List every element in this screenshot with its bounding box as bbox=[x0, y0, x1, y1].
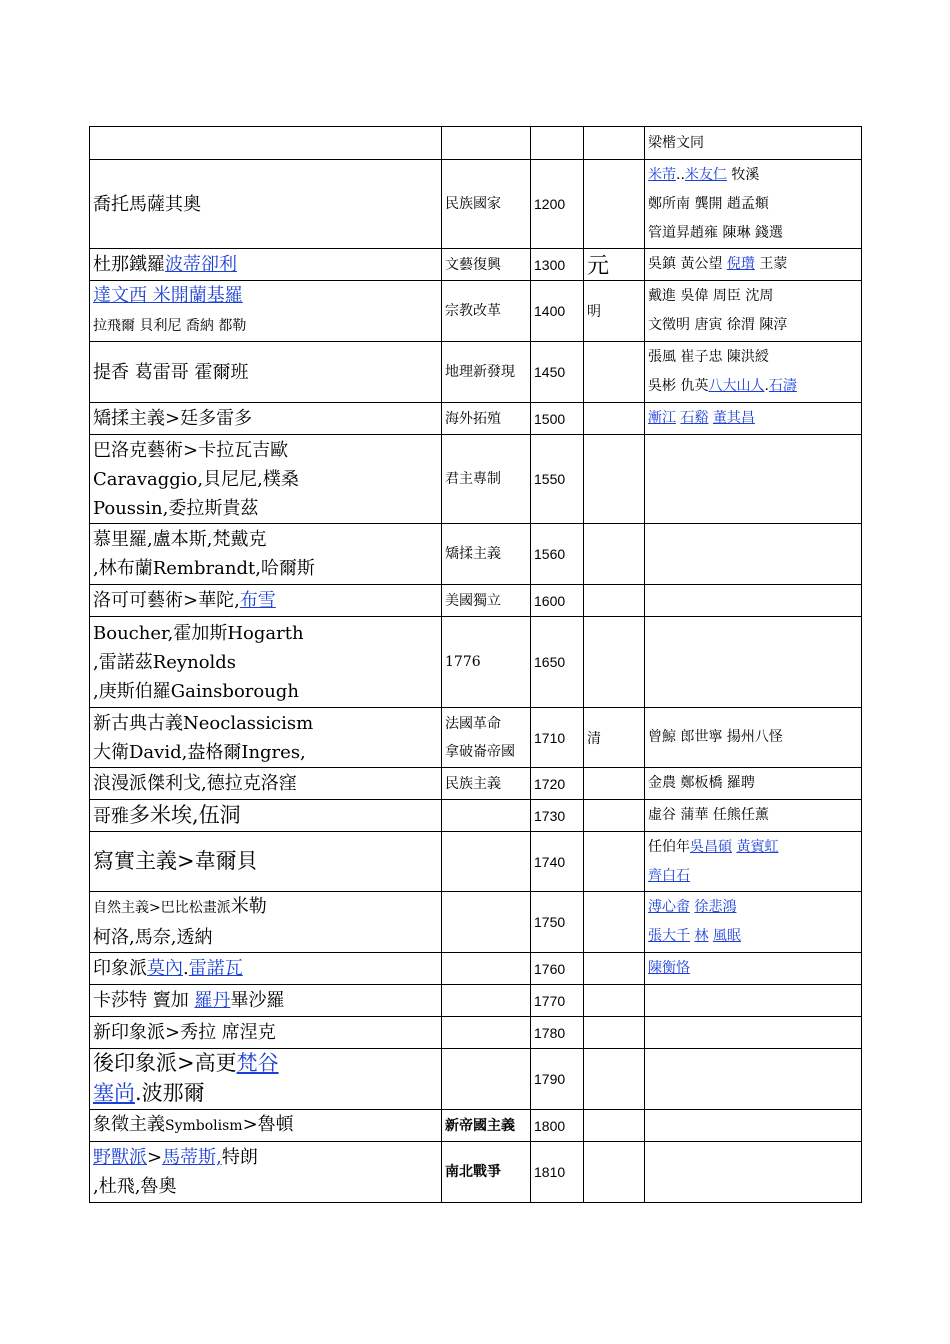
dynasty-cell bbox=[584, 985, 645, 1017]
dynasty-cell bbox=[584, 342, 645, 403]
historical-event-cell bbox=[442, 1110, 531, 1142]
chinese-painters-cell bbox=[645, 249, 862, 281]
chinese-painter-line bbox=[648, 954, 858, 983]
year-cell: 1560 bbox=[531, 524, 584, 585]
historical-event-cell bbox=[442, 800, 531, 832]
table-row bbox=[90, 985, 862, 1017]
western-art-cell bbox=[90, 617, 442, 708]
chinese-painters-cell bbox=[645, 281, 862, 342]
historical-event-text: 民族主義 bbox=[445, 775, 501, 792]
table-row bbox=[90, 832, 862, 892]
western-art-link[interactable]: 雷諾瓦 bbox=[188, 958, 243, 979]
western-art-text: 慕里羅,盧本斯,梵戴克 bbox=[93, 529, 267, 550]
western-art-cell bbox=[90, 403, 442, 435]
western-art-link[interactable]: 莫內 bbox=[147, 958, 183, 979]
western-art-cell bbox=[90, 1110, 442, 1142]
chinese-painters-cell bbox=[645, 708, 862, 768]
chinese-painters-cell bbox=[645, 127, 862, 160]
western-art-text: . bbox=[183, 958, 189, 979]
chinese-painter-link[interactable]: 風眠 bbox=[712, 928, 741, 944]
western-art-line bbox=[93, 619, 438, 648]
western-art-line bbox=[93, 892, 438, 923]
western-art-text: Boucher,霍加斯Hogarth bbox=[93, 622, 304, 644]
western-art-cell bbox=[90, 1017, 442, 1049]
year-cell: 1600 bbox=[531, 585, 584, 617]
western-art-cell bbox=[90, 1142, 442, 1203]
year-cell: 1810 bbox=[531, 1142, 584, 1203]
chinese-painter-line bbox=[648, 586, 858, 615]
dynasty-cell bbox=[584, 1017, 645, 1049]
western-art-text: > bbox=[147, 1147, 163, 1168]
table-row bbox=[90, 281, 862, 342]
western-art-link[interactable]: 塞尚 bbox=[93, 1081, 135, 1105]
historical-event-cell bbox=[442, 1017, 531, 1049]
western-art-link[interactable]: 野獸派 bbox=[93, 1147, 147, 1168]
western-art-link[interactable]: 梵谷 bbox=[236, 1051, 279, 1075]
historical-event-cell bbox=[442, 585, 531, 617]
chinese-painters-cell bbox=[645, 768, 862, 800]
western-art-text: 巴洛克藝術>卡拉瓦吉歐 bbox=[93, 439, 289, 461]
year-cell: 1800 bbox=[531, 1110, 584, 1142]
dynasty-cell bbox=[584, 160, 645, 249]
western-art-text: Symbolism bbox=[165, 1118, 243, 1134]
western-art-line bbox=[93, 436, 438, 465]
chinese-painter-text: 文徵明 唐寅 徐渭 陳淳 bbox=[648, 317, 788, 333]
year-cell: 1550 bbox=[531, 435, 584, 524]
historical-event-text: 矯揉主義 bbox=[445, 546, 501, 562]
western-art-text: 畢沙羅 bbox=[230, 990, 285, 1011]
chinese-painter-line bbox=[648, 311, 858, 340]
western-art-cell bbox=[90, 708, 442, 768]
western-art-text: 浪漫派傑利戈,德拉克洛窪 bbox=[93, 773, 297, 794]
year-cell: 1770 bbox=[531, 985, 584, 1017]
table-row bbox=[90, 768, 862, 800]
year-cell: 1760 bbox=[531, 953, 584, 985]
chinese-painters-cell bbox=[645, 832, 862, 892]
table-row bbox=[90, 342, 862, 403]
western-art-line bbox=[93, 1018, 438, 1047]
chinese-painter-line bbox=[648, 801, 858, 830]
western-art-text: 洛可可藝術>華陀, bbox=[93, 590, 240, 611]
western-art-text: Poussin,委拉斯貴茲 bbox=[93, 497, 259, 519]
chinese-painter-line bbox=[648, 129, 858, 158]
western-art-line bbox=[93, 923, 438, 952]
timeline-table-body bbox=[90, 127, 862, 1203]
western-art-line bbox=[93, 738, 438, 767]
table-row bbox=[90, 800, 862, 832]
western-art-cell bbox=[90, 585, 442, 617]
western-art-text: 米勒 bbox=[230, 896, 267, 917]
chinese-painter-text: 管道昇趙雍 陳琳 錢選 bbox=[648, 224, 783, 241]
historical-event-cell bbox=[442, 249, 531, 281]
western-art-cell bbox=[90, 249, 442, 281]
western-art-cell bbox=[90, 985, 442, 1017]
dynasty-cell bbox=[584, 585, 645, 617]
historical-event-cell bbox=[442, 435, 531, 524]
table-row bbox=[90, 1017, 862, 1049]
table-row bbox=[90, 617, 862, 708]
table-row bbox=[90, 953, 862, 985]
chinese-painter-line bbox=[648, 465, 858, 494]
western-art-line bbox=[93, 281, 438, 310]
western-art-text: 後印象派>高更 bbox=[93, 1051, 237, 1075]
dynasty-cell bbox=[584, 524, 645, 585]
chinese-painter-line bbox=[648, 893, 858, 922]
chinese-painters-cell bbox=[645, 953, 862, 985]
western-art-text: 喬托馬薩其奧 bbox=[93, 193, 201, 215]
chinese-painter-text: 金農 鄭板橋 羅聘 bbox=[648, 775, 755, 791]
western-art-line bbox=[93, 1143, 438, 1172]
western-art-line bbox=[93, 648, 438, 677]
chinese-painter-link[interactable]: 陳衡恪 bbox=[648, 960, 690, 976]
western-art-text: ,杜飛,魯奧 bbox=[93, 1176, 177, 1197]
year-cell: 1400 bbox=[531, 281, 584, 342]
western-art-text: ,庚斯伯羅Gainsborough bbox=[93, 680, 299, 702]
year-cell: 1710 bbox=[531, 708, 584, 768]
western-art-link[interactable]: 馬蒂斯, bbox=[162, 1147, 222, 1168]
western-art-cell bbox=[90, 127, 442, 160]
table-row bbox=[90, 524, 862, 585]
western-art-line bbox=[93, 190, 438, 219]
western-art-cell bbox=[90, 768, 442, 800]
western-art-link[interactable]: 布雪 bbox=[239, 590, 276, 611]
western-art-line bbox=[93, 525, 438, 554]
chinese-painter-line bbox=[648, 723, 858, 752]
western-art-line bbox=[93, 1172, 438, 1201]
western-art-text: 提香 葛雷哥 霍爾班 bbox=[93, 361, 249, 383]
chinese-painter-link[interactable]: 溥心畬 bbox=[648, 899, 690, 915]
historical-event-cell bbox=[442, 281, 531, 342]
chinese-painter-line bbox=[648, 219, 858, 248]
western-art-text: 哥雅 bbox=[93, 805, 129, 827]
year-cell: 1450 bbox=[531, 342, 584, 403]
dynasty-cell bbox=[584, 1142, 645, 1203]
historical-event-cell bbox=[442, 768, 531, 800]
chinese-painter-line bbox=[648, 648, 858, 677]
western-art-text: .波那爾 bbox=[135, 1081, 205, 1105]
chinese-painter-link[interactable]: 石谿 bbox=[680, 410, 709, 426]
historical-event-text: 新帝國主義 bbox=[445, 1117, 515, 1134]
western-art-line bbox=[93, 1079, 438, 1109]
chinese-painter-line bbox=[648, 833, 858, 862]
chinese-painter-text: 吳彬 仇英 bbox=[648, 378, 709, 394]
western-art-text: 印象派 bbox=[93, 958, 147, 979]
western-art-text: >魯頓 bbox=[242, 1114, 294, 1135]
table-row bbox=[90, 160, 862, 249]
chinese-painter-line bbox=[648, 922, 858, 951]
chinese-painter-text: 吳鎮 黃公望 bbox=[648, 256, 727, 272]
dynasty-cell bbox=[584, 1110, 645, 1142]
chinese-painters-cell bbox=[645, 524, 862, 585]
chinese-painters-cell bbox=[645, 403, 862, 435]
western-art-text: 杜那鐵羅 bbox=[93, 254, 165, 275]
western-art-cell bbox=[90, 953, 442, 985]
western-art-cell bbox=[90, 281, 442, 342]
western-art-text: 大衛David,盎格爾Ingres, bbox=[93, 741, 306, 763]
chinese-painter-text: 虛谷 蒲華 任熊任薰 bbox=[648, 807, 769, 823]
western-art-text: ,林布蘭Rembrandt,哈爾斯 bbox=[93, 558, 315, 579]
western-art-text: 柯洛,馬奈,透納 bbox=[93, 927, 213, 948]
chinese-painters-cell bbox=[645, 800, 862, 832]
chinese-painter-line bbox=[648, 161, 858, 190]
western-art-text: 拉飛爾 貝利尼 喬納 都勒 bbox=[93, 318, 247, 334]
western-art-line bbox=[93, 494, 438, 523]
chinese-painter-text: . bbox=[764, 378, 769, 394]
chinese-painters-cell bbox=[645, 1017, 862, 1049]
western-art-link[interactable]: 羅丹 bbox=[194, 990, 231, 1011]
western-art-cell bbox=[90, 800, 442, 832]
historical-event-cell bbox=[442, 524, 531, 585]
historical-event-text: 美國獨立 bbox=[445, 592, 501, 609]
table-row bbox=[90, 249, 862, 281]
western-art-text: 卡莎特 竇加 bbox=[93, 990, 195, 1011]
chinese-painters-cell bbox=[645, 160, 862, 249]
historical-event-cell bbox=[442, 1049, 531, 1110]
table-row bbox=[90, 1110, 862, 1142]
chinese-painter-line bbox=[648, 282, 858, 311]
year-cell: 1720 bbox=[531, 768, 584, 800]
historical-event-cell bbox=[442, 617, 531, 708]
table-row bbox=[90, 127, 862, 160]
chinese-painters-cell bbox=[645, 585, 862, 617]
western-art-line bbox=[93, 404, 438, 433]
dynasty-cell bbox=[584, 800, 645, 832]
table-row bbox=[90, 1142, 862, 1203]
chinese-painter-line bbox=[648, 343, 858, 372]
chinese-painter-text: 鄭所南 龔開 趙孟頫 bbox=[648, 195, 769, 212]
chinese-painter-text: 張風 崔子忠 陳洪綬 bbox=[648, 349, 769, 365]
historical-event-text: 宗教改革 bbox=[445, 303, 501, 319]
western-art-line bbox=[93, 554, 438, 583]
dynasty-cell bbox=[584, 435, 645, 524]
dynasty-cell bbox=[584, 127, 645, 160]
chinese-painters-cell bbox=[645, 435, 862, 524]
dynasty-cell bbox=[584, 892, 645, 953]
western-art-text: 象徵主義 bbox=[93, 1114, 165, 1135]
year-cell: 1740 bbox=[531, 832, 584, 892]
chinese-painter-line bbox=[648, 190, 858, 219]
dynasty-cell bbox=[584, 768, 645, 800]
chinese-painter-text: 梁楷文同 bbox=[648, 134, 704, 151]
year-cell: 1300 bbox=[531, 249, 584, 281]
historical-event-cell bbox=[442, 832, 531, 892]
chinese-painter-link[interactable]: 黃賓虹 bbox=[736, 838, 779, 855]
western-art-line bbox=[93, 310, 438, 341]
art-history-timeline-table bbox=[89, 126, 862, 1203]
historical-event-cell bbox=[442, 708, 531, 768]
western-art-text: 新印象派>秀拉 席涅克 bbox=[93, 1022, 276, 1043]
table-row bbox=[90, 708, 862, 768]
year-cell: 1780 bbox=[531, 1017, 584, 1049]
western-art-line bbox=[93, 677, 438, 706]
year-cell: 1750 bbox=[531, 892, 584, 953]
chinese-painters-cell bbox=[645, 1049, 862, 1110]
western-art-link[interactable]: 達文西 米開蘭基羅 bbox=[93, 285, 243, 306]
historical-event-cell bbox=[442, 953, 531, 985]
dynasty-cell: 清 bbox=[584, 708, 645, 768]
year-cell: 1500 bbox=[531, 403, 584, 435]
historical-event-text: 法國革命 bbox=[445, 715, 501, 732]
historical-event-cell bbox=[442, 892, 531, 953]
chinese-painter-link[interactable]: 米芾 bbox=[648, 166, 676, 183]
western-art-cell bbox=[90, 832, 442, 892]
western-art-cell bbox=[90, 524, 442, 585]
year-cell bbox=[531, 127, 584, 160]
chinese-painter-line bbox=[648, 1065, 858, 1094]
chinese-painter-link[interactable]: 米友仁 bbox=[684, 166, 727, 183]
chinese-painter-line bbox=[648, 1018, 858, 1047]
historical-event-cell bbox=[442, 1142, 531, 1203]
chinese-painter-line bbox=[648, 540, 858, 569]
chinese-painter-line bbox=[648, 250, 858, 279]
historical-event-text: 1776 bbox=[445, 654, 481, 670]
historical-event-text: 君主專制 bbox=[445, 471, 501, 487]
chinese-painter-link[interactable]: 齊白石 bbox=[648, 867, 690, 884]
western-art-text: 寫實主義>韋爾貝 bbox=[93, 848, 258, 873]
table-row bbox=[90, 585, 862, 617]
chinese-painter-link[interactable]: 董其昌 bbox=[712, 410, 755, 426]
dynasty-cell: 元 bbox=[584, 249, 645, 281]
historical-event-cell bbox=[442, 342, 531, 403]
year-cell: 1790 bbox=[531, 1049, 584, 1110]
historical-event-cell bbox=[442, 985, 531, 1017]
western-art-line bbox=[93, 801, 438, 831]
chinese-painter-text: 戴進 吳偉 周臣 沈周 bbox=[648, 288, 774, 304]
chinese-painter-link[interactable]: 張大千 bbox=[648, 928, 690, 944]
historical-event-text: 南北戰爭 bbox=[445, 1164, 501, 1180]
chinese-painter-line bbox=[648, 404, 858, 433]
dynasty-cell bbox=[584, 1049, 645, 1110]
dynasty-cell bbox=[584, 617, 645, 708]
dynasty-cell bbox=[584, 832, 645, 892]
dynasty-cell bbox=[584, 953, 645, 985]
chinese-painter-text: 曾鯨 郎世寧 揚州八怪 bbox=[648, 729, 783, 745]
dynasty-cell: 明 bbox=[584, 281, 645, 342]
chinese-painter-text: .. bbox=[676, 166, 685, 183]
historical-event-text: 拿破崙帝國 bbox=[445, 743, 515, 760]
chinese-painter-link[interactable]: 八大山人 bbox=[708, 378, 765, 394]
historical-event-text: 民族國家 bbox=[445, 196, 501, 212]
chinese-painters-cell bbox=[645, 1110, 862, 1142]
chinese-painters-cell bbox=[645, 342, 862, 403]
western-art-link[interactable]: 波蒂卻利 bbox=[165, 254, 237, 275]
chinese-painter-line bbox=[648, 862, 858, 891]
chinese-painter-line bbox=[648, 769, 858, 798]
chinese-painters-cell bbox=[645, 1142, 862, 1203]
western-art-line bbox=[93, 465, 438, 494]
table-row bbox=[90, 1049, 862, 1110]
historical-event-text: 地理新發現 bbox=[445, 364, 515, 380]
chinese-painter-line bbox=[648, 1111, 858, 1140]
chinese-painter-link[interactable]: 吳昌碩 bbox=[690, 838, 732, 855]
western-art-cell bbox=[90, 1049, 442, 1110]
western-art-text: 新古典古義Neoclassicism bbox=[93, 712, 314, 734]
western-art-line bbox=[93, 709, 438, 738]
table-row bbox=[90, 403, 862, 435]
historical-event-text: 文藝復興 bbox=[445, 256, 501, 273]
western-art-line bbox=[93, 769, 438, 798]
table-row bbox=[90, 892, 862, 953]
western-art-line bbox=[93, 358, 438, 387]
chinese-painters-cell bbox=[645, 617, 862, 708]
chinese-painter-line bbox=[648, 1158, 858, 1187]
western-art-text: Caravaggio,貝尼尼,樸桑 bbox=[93, 468, 299, 490]
western-art-cell bbox=[90, 160, 442, 249]
western-art-line bbox=[93, 986, 438, 1015]
western-art-line bbox=[93, 1110, 438, 1141]
chinese-painter-link[interactable]: 林 bbox=[694, 928, 709, 944]
dynasty-cell bbox=[584, 403, 645, 435]
chinese-painter-link[interactable]: 石濤 bbox=[768, 378, 797, 394]
western-art-text: 自然主義>巴比松畫派 bbox=[93, 900, 231, 916]
western-art-line bbox=[93, 129, 438, 158]
western-art-line bbox=[93, 586, 438, 615]
western-art-text: 特朗 bbox=[221, 1147, 258, 1168]
western-art-cell bbox=[90, 892, 442, 953]
chinese-painter-link[interactable]: 倪瓚 bbox=[726, 256, 755, 272]
western-art-text: ,雷諾茲Reynolds bbox=[93, 651, 237, 673]
year-cell: 1650 bbox=[531, 617, 584, 708]
western-art-cell bbox=[90, 342, 442, 403]
chinese-painters-cell bbox=[645, 892, 862, 953]
chinese-painter-line bbox=[648, 986, 858, 1015]
chinese-painter-text: 任伯年 bbox=[648, 838, 690, 855]
historical-event-cell bbox=[442, 403, 531, 435]
western-art-cell bbox=[90, 435, 442, 524]
chinese-painter-link[interactable]: 漸江 bbox=[648, 410, 676, 426]
chinese-painter-link[interactable]: 徐悲鴻 bbox=[694, 899, 737, 915]
historical-event-cell bbox=[442, 160, 531, 249]
chinese-painter-line bbox=[648, 372, 858, 401]
historical-event-text: 海外拓殖 bbox=[445, 410, 501, 427]
western-art-line bbox=[93, 954, 438, 983]
chinese-painters-cell bbox=[645, 985, 862, 1017]
table-row bbox=[90, 435, 862, 524]
historical-event-cell bbox=[442, 127, 531, 160]
year-cell: 1200 bbox=[531, 160, 584, 249]
western-art-line bbox=[93, 1049, 438, 1079]
chinese-painter-text: 牧溪 bbox=[726, 166, 760, 183]
chinese-painter-text: 王蒙 bbox=[754, 256, 788, 272]
western-art-line bbox=[93, 847, 438, 877]
western-art-text: 矯揉主義>廷多雷多 bbox=[93, 408, 253, 429]
western-art-text: 多米埃,伍洞 bbox=[129, 802, 241, 827]
western-art-line bbox=[93, 250, 438, 279]
year-cell: 1730 bbox=[531, 800, 584, 832]
